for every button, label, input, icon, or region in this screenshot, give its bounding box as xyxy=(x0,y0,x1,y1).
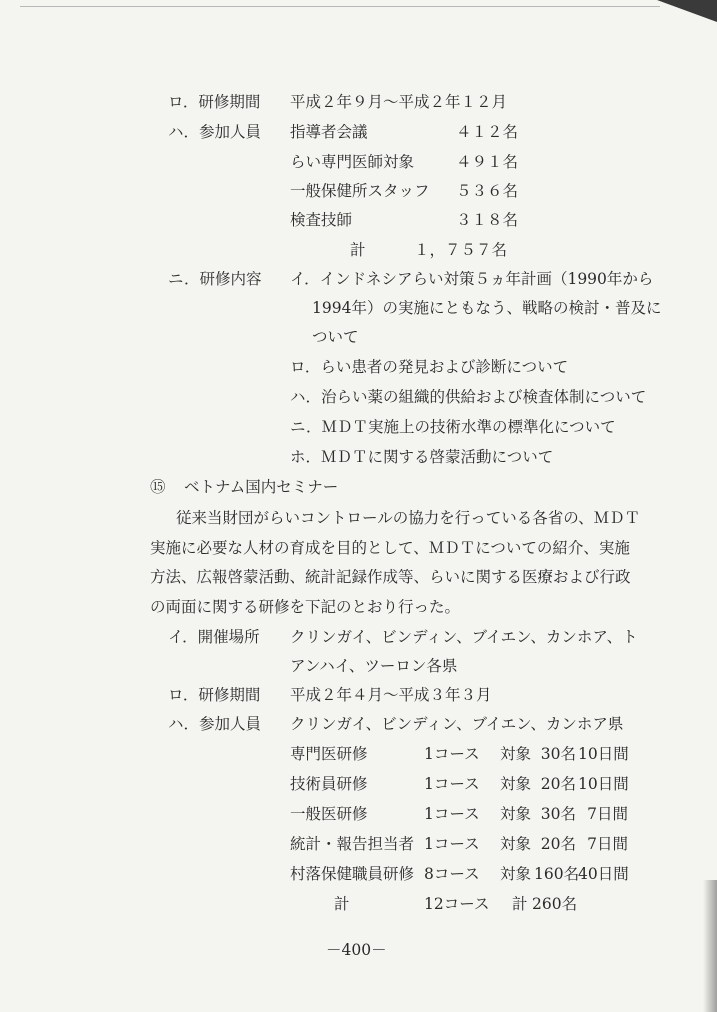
top-rule xyxy=(20,6,660,7)
seminar-paragraph-line: 方法、広報啓蒙活動、統計記録作成等、らいに関する医療および行政 xyxy=(150,568,631,586)
course-people: 160名 xyxy=(534,865,580,883)
course-target-label: 対象 xyxy=(500,865,532,883)
course-days: 10日間 xyxy=(578,775,629,793)
content-item: ついて xyxy=(312,328,359,346)
participants-total-label: 計 xyxy=(350,241,366,259)
participant-row-name: らい専門医師対象 xyxy=(290,153,415,171)
participant-row-count: ４９１名 xyxy=(456,153,519,171)
venue-label: イ．開催場所 xyxy=(168,628,260,646)
course-days: 7日間 xyxy=(587,805,628,823)
course-people: 20名 xyxy=(540,775,576,793)
people-total: 260名 xyxy=(532,895,578,913)
course-name: 一般医研修 xyxy=(290,805,368,823)
venue-line: クリンガイ、ビンディン、ブイエン、カンホア、ト xyxy=(290,628,638,646)
scan-corner-shadow xyxy=(657,0,717,22)
course-days: 40日間 xyxy=(578,865,629,883)
people-total-label: 計 xyxy=(512,895,528,913)
scan-edge-shadow xyxy=(703,880,717,1012)
participant-row-count: ３１８名 xyxy=(456,211,519,229)
course-target-label: 対象 xyxy=(500,805,532,823)
course-name: 技術員研修 xyxy=(290,775,368,793)
course-target-label: 対象 xyxy=(500,745,532,763)
courses-total-label: 計 xyxy=(334,895,350,913)
course-count: 1コース xyxy=(424,805,480,823)
content-item: ロ．らい患者の発見および診断について xyxy=(290,358,569,376)
page-number: －400－ xyxy=(326,941,387,959)
course-name: 村落保健職員研修 xyxy=(290,865,415,883)
venue-line: アンハイ、ツーロン各県 xyxy=(290,657,458,675)
participants-label: ハ．参加人員 xyxy=(168,123,262,141)
participant-row-count: ４１２名 xyxy=(456,123,519,141)
seminar-title: ベトナム国内セミナー xyxy=(184,478,339,496)
course-count: 1コース xyxy=(424,745,480,763)
participant-row-name: 指導者会議 xyxy=(290,123,368,141)
course-name: 専門医研修 xyxy=(290,745,368,763)
course-people: 30名 xyxy=(540,805,576,823)
period-label: ロ．研修期間 xyxy=(168,93,261,111)
content-item: ホ．ＭＤＴに関する啓蒙活動について xyxy=(290,448,554,466)
period-value: 平成２年９月〜平成２年１２月 xyxy=(290,93,508,111)
seminar-paragraph-line: 実施に必要な人材の育成を目的として、ＭＤＴについての紹介、実施 xyxy=(150,539,630,557)
content-item: 1994年）の実施にともなう、戦略の検討・普及に xyxy=(312,299,662,317)
seminar-period-label: ロ．研修期間 xyxy=(168,686,261,704)
content-label: ニ．研修内容 xyxy=(168,270,262,288)
participants-total: １，７５７名 xyxy=(414,241,508,259)
courses-total: 12コース xyxy=(424,895,490,913)
content-item: ニ．ＭＤＴ実施上の技術水準の標準化について xyxy=(290,418,616,436)
content-item: ハ．治らい薬の組織的供給および検査体制について xyxy=(290,388,647,406)
seminar-participants-provinces: クリンガイ、ビンディン、ブイエン、カンホア県 xyxy=(290,715,624,733)
course-people: 20名 xyxy=(540,835,576,853)
participant-row-name: 検査技師 xyxy=(290,211,353,229)
course-target-label: 対象 xyxy=(500,835,532,853)
seminar-participants-label: ハ．参加人員 xyxy=(168,715,262,733)
course-count: 1コース xyxy=(424,775,480,793)
course-count: 8コース xyxy=(424,865,480,883)
course-people: 30名 xyxy=(540,745,576,763)
course-days: 7日間 xyxy=(587,835,628,853)
seminar-paragraph-line: 従来当財団がらいコントロールの協力を行っている各省の、ＭＤＴ xyxy=(176,509,641,527)
course-target-label: 対象 xyxy=(500,775,532,793)
content-item: イ．インドネシアらい対策５ヵ年計画（1990年から xyxy=(290,270,654,288)
seminar-period-value: 平成２年４月〜平成３年３月 xyxy=(290,686,492,704)
course-name: 統計・報告担当者 xyxy=(290,835,415,853)
participant-row-count: ５３６名 xyxy=(456,182,519,200)
course-days: 10日間 xyxy=(578,745,629,763)
participant-row-name: 一般保健所スタッフ xyxy=(290,182,430,200)
seminar-paragraph-line: の両面に関する研修を下記のとおり行った。 xyxy=(150,598,461,616)
course-count: 1コース xyxy=(424,835,480,853)
seminar-number: ⑮ xyxy=(150,478,166,496)
